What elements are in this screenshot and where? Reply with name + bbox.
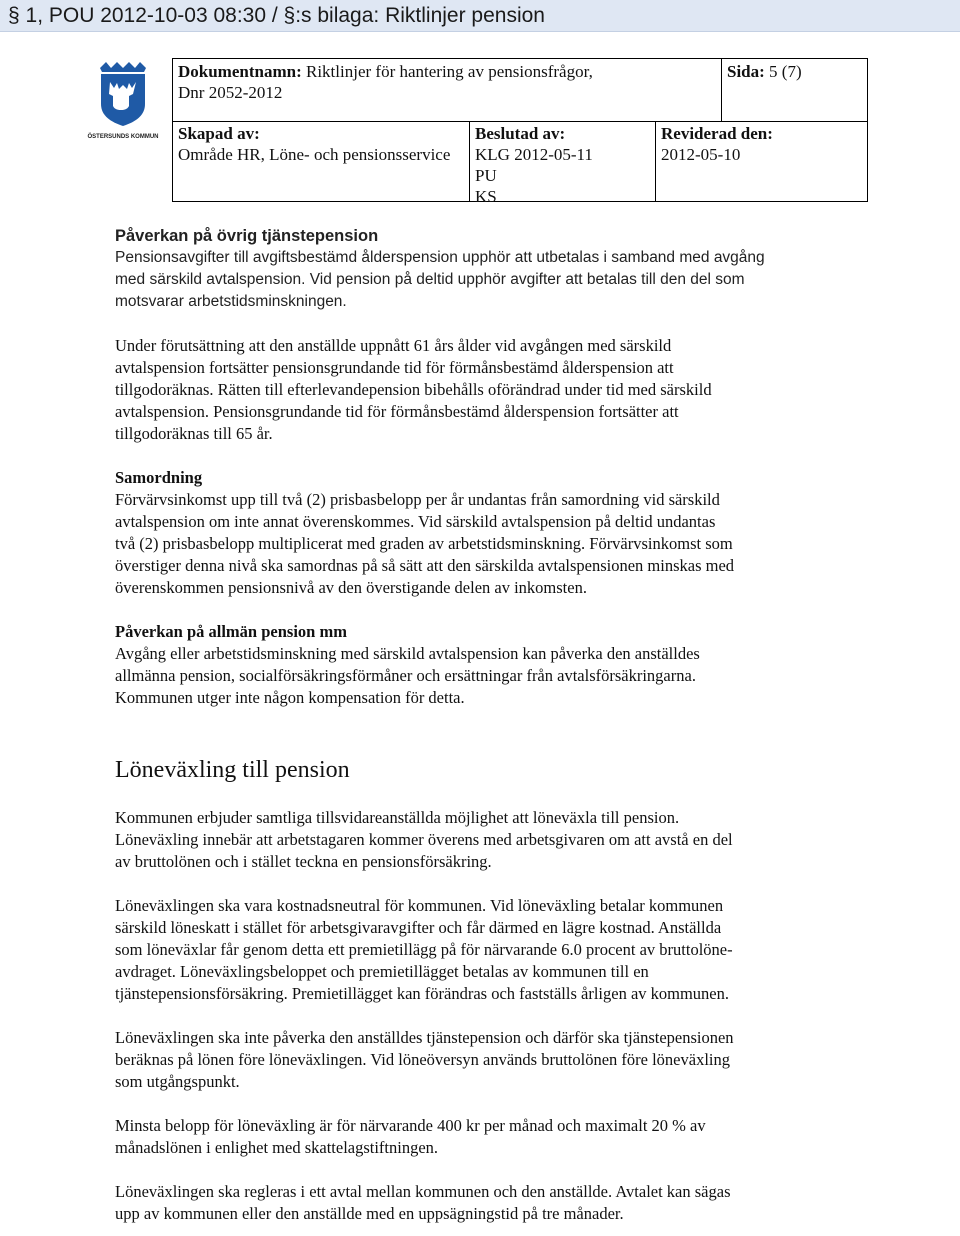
paragraph-line: månadslönen i enlighet med skattelagstiftningen. [115,1138,439,1157]
created-value: Område HR, Löne- och pensionsservice [178,145,451,164]
decided-label: Beslutad av: [475,124,566,143]
ostersund-logo [87,60,159,150]
paragraph-line: allmänna pension, socialförsäkringsförmåner och ersättningar från avtalsförsäkringarna. [115,666,696,685]
section-heading-samordning: Samordning [115,468,203,487]
paragraph-line: Under förutsättning att den anställde uppnått 61 års ålder vid avgången med särskild [115,336,672,355]
document-header [172,58,868,206]
page-label: Sida: [727,62,765,81]
paragraph-line: Löneväxlingen ska vara kostnadsneutral för kommunen. Vid löneväxling betalar kommunen [115,896,724,915]
paragraph-line: avtalspension om inte annat överenskommes. Vid särskild avtalspension på deltid undantas [115,512,716,531]
paragraph-line: beräknas på lönen före löneväxlingen. Vid löneöversyn används bruttolönen före löneväxling [115,1050,730,1069]
heading-loneväxling: Löneväxling till pension [115,757,350,783]
document-body [115,225,850,1225]
paragraph-line: Löneväxlingen ska inte påverka den anställdes tjänstepension och därför ska tjänstepensionen [115,1028,734,1047]
paragraph-line: tillgodoräknas till 65 år. [115,424,273,443]
paragraph-line: avdraget. Löneväxlingsbeloppet och premietillägget betalas av kommunen till en [115,962,649,981]
doc-name-value: Riktlinjer för hantering av pensionsfrågor, [306,62,593,81]
revised-label: Reviderad den: [661,124,773,143]
paragraph-line: Minsta belopp för löneväxling är för närvarande 400 kr per månad och maximalt 20 % av [115,1116,706,1135]
decided-value-2: PU [475,166,497,185]
page-title: § 1, POU 2012-10-03 08:30 / §:s bilaga: Riktlinjer pension [8,4,545,27]
doc-name-cell [178,61,593,103]
paragraph-line: avtalspension. Pensionsgrundande tid för förmånsbestämd ålderspension fortsätter att [115,402,679,421]
paragraph-line: av bruttolönen och i stället teckna en pensionsförsäkring. [115,852,492,871]
paragraph-line: tjänstepensionsförsäkring. Premietillägget kan förändras och fastställs årligen av kommunen. [115,984,730,1003]
section-heading-allman-pension: Påverkan på allmän pension mm [115,622,347,641]
decided-value-1: KLG 2012-05-11 [475,145,593,164]
decided-value-3: KS [475,187,497,206]
paragraph-line: Löneväxlingen ska regleras i ett avtal mellan kommunen och den anställde. Avtalet kan sägas [115,1182,731,1201]
section-heading-ovrig-tjanstepension: Påverkan på övrig tjänstepension [115,227,379,245]
paragraph-line: som löneväxlar får genom detta ett premietillägg på för närvarande 6.0 procent av bruttolöne- [115,940,733,959]
doc-name-label: Dokumentnamn: [178,62,302,81]
paragraph-line: särskild löneskatt i stället för arbetsgivaravgifter och får därmed en lägre kostnad. Anställda [115,918,722,937]
page-value: 5 (7) [769,62,802,81]
paragraph-line: Pensionsavgifter till avgiftsbestämd ålderspension upphör att utbetalas i samband med avgång [115,249,765,266]
paragraph-line: Kommunen erbjuder samtliga tillsvidareanställda möjlighet att löneväxla till pension. [115,808,680,827]
paragraph-line: tillgodoräknas. Rätten till efterlevandepension bibehålls oförändrad under tid med särskild [115,380,712,399]
paragraph-line: två (2) prisbasbelopp multiplicerat med graden av arbetstidsminskning. Förvärvsinkomst som [115,534,733,553]
paragraph-line: som utgångspunkt. [115,1072,240,1091]
dnr: Dnr 2052-2012 [178,83,283,102]
page-cell [727,61,802,82]
paragraph-line: Kommunen utger inte någon kompensation för detta. [115,688,465,707]
logo-text: ÖSTERSUNDS KOMMUN [87,134,159,140]
paragraph-line: Avgång eller arbetstidsminskning med särskild avtalspension kan påverka den anställdes [115,644,700,663]
created-cell [178,123,450,165]
paragraph-line: med särskild avtalspension. Vid pension på deltid upphör avgifter att betalas till den del som [115,271,745,288]
paragraph-line: motsvarar arbetstidsminskningen. [115,293,347,310]
paragraph-line: Förvärvsinkomst upp till två (2) prisbasbelopp per år undantas från samordning vid särskild [115,490,720,509]
created-label: Skapad av: [178,124,260,143]
paragraph-line: Löneväxling innebär att arbetstagaren kommer överens med arbetsgivaren om att avstå en del [115,830,733,849]
paragraph-line: upp av kommunen eller den anställde med en uppsägningstid på tre månader. [115,1204,624,1223]
revised-cell [661,123,773,165]
decided-cell [475,123,593,207]
revised-value: 2012-05-10 [661,145,741,164]
page-title-bar [0,0,960,32]
paragraph-line: överenskommen pensionsnivå av den överstigande delen av inkomsten. [115,578,587,597]
paragraph-line: överstiger denna nivå ska samordnas på så sätt att den särskilda avtalspensionen minskas med [115,556,735,575]
paragraph-line: avtalspension fortsätter pensionsgrundande tid för förmånsbestämd ålderspension att [115,358,674,377]
